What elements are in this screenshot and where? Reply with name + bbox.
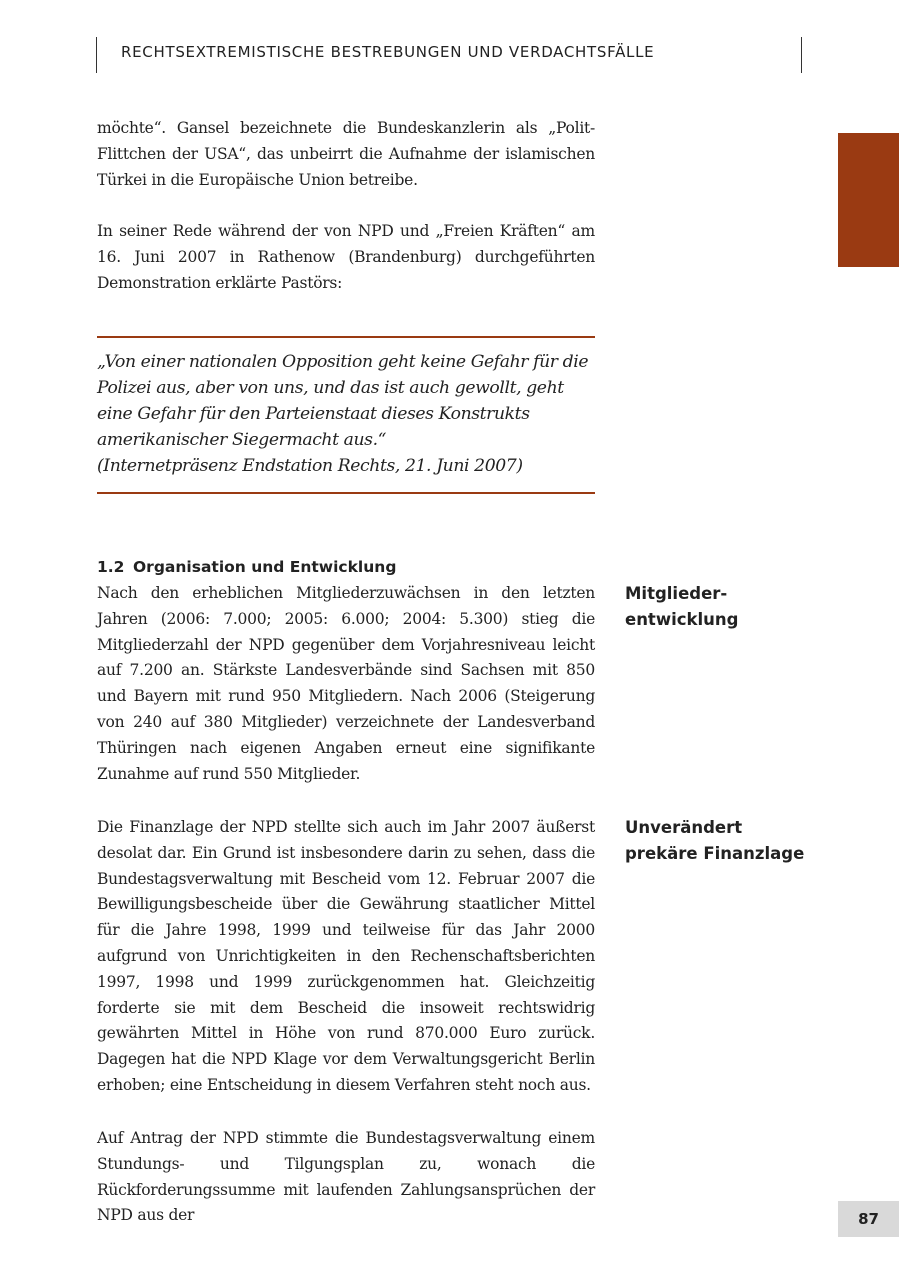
paragraph-finances: Die Finanzlage der NPD stellte sich auch im Jahr 2007 äußerst desolat dar. Ein Grund ist insbesondere darin zu sehen, dass die Bundestagsverwaltung mit Bescheid vom 12. Februar 2007 die Bewilligungsbescheide über die Gewährung staatlicher Mittel für die Jahre 1998, 1999 und teilweise für das Jahr 2000 aufgrund von Unrichtigkeiten in den Rechenschaftsberichten 1997, 1998 und 1999 zurückgenommen hat. Gleichzeitig forderte sie mit dem Bescheid die insoweit rechtswidrig gewährten Mittel in Höhe von rund 870.000 Euro zurück. Dagegen hat die NPD Klage vor dem Verwaltungsgericht Berlin erhoben; eine Entscheidung in diesem Verfahren steht noch aus. bbox=[97, 818, 595, 1094]
paragraph-repayment: Auf Antrag der NPD stimmte die Bundestagsverwaltung einem Stundungs- und Tilgungsplan zu, wonach die Rückforderungssumme mit laufenden Zahlungsansprüchen der NPD aus der bbox=[97, 1129, 595, 1225]
quote-bottom-rule bbox=[97, 492, 595, 494]
chapter-color-tab bbox=[838, 133, 899, 267]
section-title: Organisation und Entwicklung bbox=[133, 558, 397, 576]
section-number: 1.2 bbox=[97, 558, 125, 576]
running-header: RECHTSEXTREMISTISCHE BESTREBUNGEN UND VERDACHTSFÄLLE bbox=[121, 43, 655, 61]
page-number-box bbox=[838, 1201, 899, 1237]
margin-note-finances: Unverändert prekäre Finanzlage bbox=[625, 818, 805, 863]
quote-source: (Internetpräsenz Endstation Rechts, 21. Juni 2007) bbox=[97, 456, 523, 476]
margin-note-membership: Mitgliederentwicklung bbox=[625, 584, 739, 629]
paragraph-membership: Nach den erheblichen Mitgliederzuwächsen in den letzten Jahren (2006: 7.000; 2005: 6.000; 2004: 5.300) stieg die Mitgliederzahl der NPD gegenüber dem Vorjahresniveau leicht auf 7.200 an. Stärkste Landesverbände sind Sachsen mit 850 und Bayern mit rund 950 Mitgliedern. Nach 2006 (Steigerung von 240 auf 380 Mitglieder) verzeichnete der Landesverband Thüringen nach eigenen Angaben erneut eine signifikante Zunahme auf rund 550 Mitglieder. bbox=[97, 584, 595, 783]
page-number: 87 bbox=[858, 1210, 879, 1228]
paragraph-speech-intro: In seiner Rede während der von NPD und „Freien Kräften“ am 16. Juni 2007 in Rathenow (Brandenburg) durchgeführten Demonstration erklärte Pastörs: bbox=[97, 222, 595, 292]
header-right-rule bbox=[801, 37, 802, 73]
block-quote bbox=[97, 349, 595, 479]
paragraph-continuation: möchte“. Gansel bezeichnete die Bundeskanzlerin als „Polit-Flittchen der USA“, das unbeirrt die Aufnahme der islamischen Türkei in die Europäische Union betreibe. bbox=[97, 119, 595, 189]
header-left-rule bbox=[96, 37, 97, 73]
section-heading bbox=[97, 558, 396, 576]
quote-top-rule bbox=[97, 336, 595, 338]
quote-text: „Von einer nationalen Opposition geht keine Gefahr für die Polizei aus, aber von uns, und das ist auch gewollt, geht eine Gefahr für den Parteienstaat dieses Konstrukts amerikanischer Siegermacht aus.“ bbox=[97, 352, 589, 450]
